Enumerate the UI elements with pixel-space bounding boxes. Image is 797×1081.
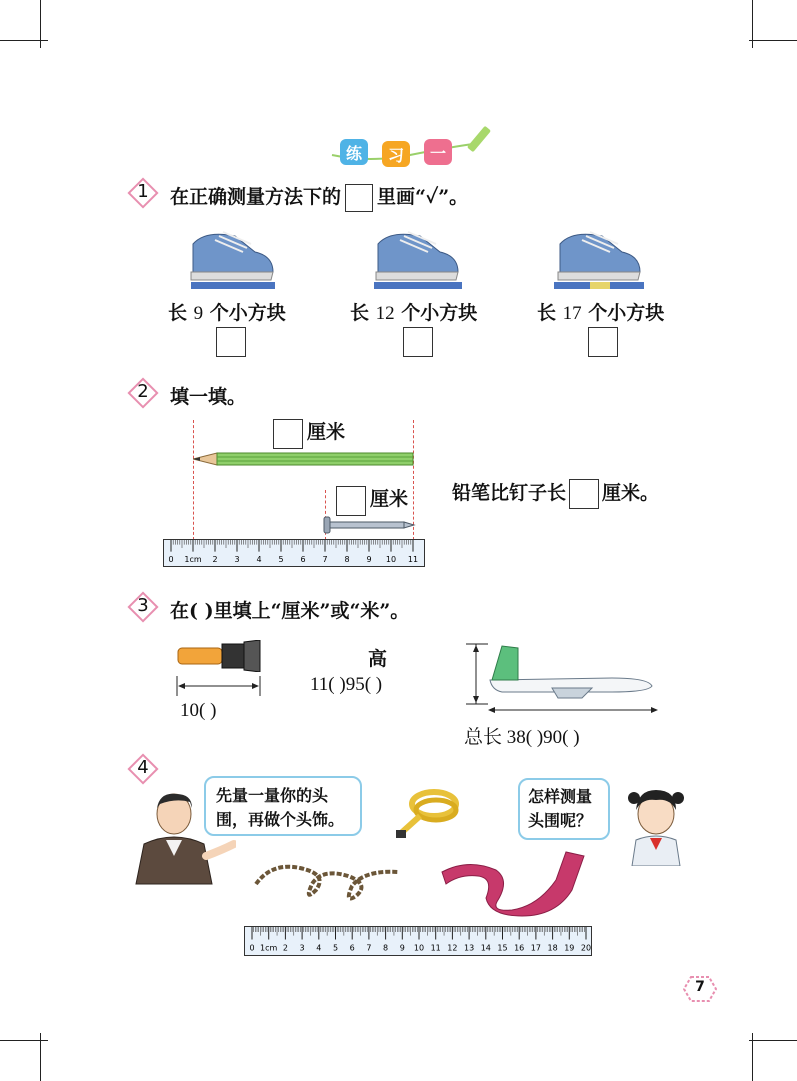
ruler-tick-label: 1cm [184,554,202,564]
shoe-icon [370,222,465,290]
nail-length-box[interactable] [336,486,366,516]
ruler-tick-label: 9 [399,943,405,953]
question-number-3: 3 [128,592,158,622]
ruler-tick-label: 10 [413,943,425,953]
title-char-2: 习 [382,141,410,167]
q2-compare-sentence: 铅笔比钉子长 厘米。 [452,478,659,509]
ruler-tick-label: 6 [300,554,306,564]
title-char-1: 练 [340,139,368,165]
airplane-icon [462,642,660,714]
page-number: 7 [683,975,717,1003]
ruler-tick-label: 12 [447,943,458,953]
ruler-tick-label: 3 [299,943,305,953]
ruler-tick-label: 15 [497,943,508,953]
question-number-1: 1 [128,178,158,208]
q1-instruction: 在正确测量方法下的 里画“✓”。 [170,182,468,212]
girl-speech-bubble: 怎样测量头围呢？ [518,778,610,840]
crop-mark [749,1040,797,1041]
flashlight-value: 10( ) [180,700,217,721]
crop-mark [0,40,48,41]
flashlight-icon [176,640,262,672]
ruler [163,539,425,567]
ruler-tick-label: 11 [430,943,441,953]
title-char-3: 一 [424,139,452,165]
ruler-tick-label: 14 [480,943,491,953]
ruler-tick-label: 9 [366,554,372,564]
q1-example-box [345,184,373,212]
ruler-tick-label: 13 [464,943,475,953]
q2-instruction: 填一填。 [170,386,247,408]
height-values: 11( )95( ) [310,674,383,695]
q1-answer-box-3[interactable] [588,327,618,357]
ruler-tick-label: 8 [383,943,389,953]
ruler-tick-label: 3 [234,554,240,564]
ruler-tick-label: 7 [322,554,328,564]
compare-box[interactable] [569,479,599,509]
ruler-tick-label: 7 [366,943,372,953]
pencil-icon [193,451,415,467]
q1-answer-box-1[interactable] [216,327,246,357]
ruler-tick-label: 6 [349,943,355,953]
ruler-tick-label: 5 [278,554,284,564]
shoe-icon [185,222,280,290]
q1-option-1-label: 长 9 个小方块 [168,302,286,324]
crop-mark [749,40,797,41]
ruler-tick-label: 2 [282,943,288,953]
ruler-tick-label: 1cm [260,943,278,953]
nail-icon [322,516,416,534]
ruler-tick-label: 4 [316,943,322,953]
q1-answer-box-2[interactable] [403,327,433,357]
guide-line [193,420,194,540]
shoe-icon [552,222,647,290]
pencil-length-blank: 厘米 [273,417,345,449]
measuring-tape-icon [396,786,466,842]
ruler-tick-label: 11 [407,554,419,564]
length-arrow [176,676,262,696]
nail-length-blank: 厘米 [336,484,408,516]
ruler-tick-label: 19 [564,943,575,953]
ruler-tick-label: 20 [580,943,592,953]
crop-mark [0,1040,48,1041]
ruler-tick-label: 16 [514,943,525,953]
question-number-2: 2 [128,378,158,408]
pencil-length-box[interactable] [273,419,303,449]
q3-instruction: 在( )里填上“厘米”或“米”。 [170,600,410,622]
rope-icon [252,856,402,908]
teacher-speech-bubble: 先量一量你的头围，再做个头饰。 [204,776,362,836]
ruler-tick-label: 8 [344,554,350,564]
ribbon-icon [438,850,588,920]
ruler-tick-label: 10 [385,554,397,564]
ruler-tick-label: 0 [249,943,255,953]
ruler-tick-label: 18 [547,943,558,953]
question-number-4: 4 [128,754,158,784]
exercise-title [330,125,500,175]
ruler-tick-label: 5 [332,943,339,953]
q1-option-3-label: 长 17 个小方块 [537,302,665,324]
height-label: 高 [368,648,388,670]
plane-length: 总长 38( )90( ) [464,727,580,748]
ruler-tick-label: 17 [530,943,541,953]
q1-option-2-label: 长 12 个小方块 [350,302,478,324]
ruler [244,926,592,956]
ruler-tick-label: 2 [212,554,218,564]
ruler-tick-label: 4 [256,554,262,564]
ruler-tick-label: 0 [168,554,174,564]
girl-avatar [620,784,692,866]
